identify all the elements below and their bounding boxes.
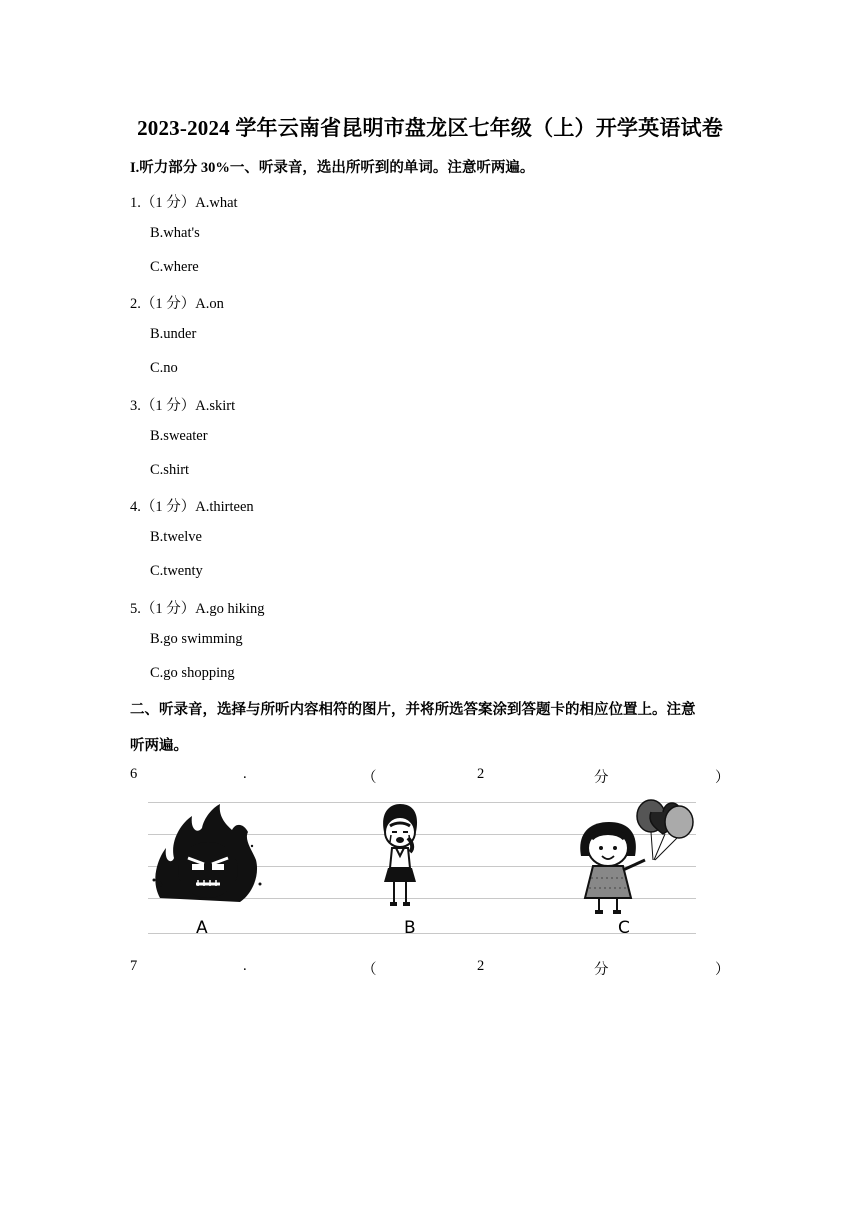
exam-title: 2023-2024 学年云南省昆明市盘龙区七年级（上）开学英语试卷 xyxy=(137,116,723,140)
section-2-header-line-1: 二、听录音，选择与所听内容相符的图片，并将所选答案涂到答题卡的相应位置上。注意 xyxy=(130,702,696,718)
question-4-option-b: B.twelve xyxy=(150,529,202,545)
question-5-stem: 5.（1 分）A.go hiking xyxy=(130,601,265,617)
question-2-stem: 2.（1 分）A.on xyxy=(130,296,224,312)
question-6-unit: 分 xyxy=(594,770,609,786)
question-4-stem: 4.（1 分）A.thirteen xyxy=(130,499,254,515)
question-6-close-paren: ） xyxy=(715,770,730,786)
question-3-stem: 3.（1 分）A.skirt xyxy=(130,398,236,414)
ruled-line xyxy=(148,933,696,934)
question-6-open-paren: （ xyxy=(362,770,377,786)
question-6-picture-options xyxy=(148,800,698,940)
question-1-stem: 1.（1 分）A.what xyxy=(130,195,238,211)
question-7-score: 2 xyxy=(477,958,485,974)
question-1-option-b: B.what's xyxy=(150,225,200,241)
question-6-score: 2 xyxy=(477,766,485,782)
question-6-number: 6 xyxy=(130,766,138,782)
question-4-option-c: C.twenty xyxy=(150,563,203,579)
section-2-header-line-2: 听两遍。 xyxy=(130,738,188,754)
question-6-dot: . xyxy=(243,766,247,782)
question-5-option-c: C.go shopping xyxy=(150,665,235,681)
question-7-number: 7 xyxy=(130,958,138,974)
question-5-option-b: B.go swimming xyxy=(150,631,243,647)
angry-flame-face-picture xyxy=(148,800,268,916)
question-1-option-c: C.where xyxy=(150,259,199,275)
question-3-option-c: C.shirt xyxy=(150,462,190,478)
picture-label-b: B xyxy=(404,918,416,938)
girl-with-balloons-picture xyxy=(573,798,697,916)
question-7-close-paren: ） xyxy=(715,962,730,978)
question-7-open-paren: （ xyxy=(362,962,377,978)
section-1-header: I.听力部分 30%一、听录音，选出所听到的单词。注意听两遍。 xyxy=(130,160,535,176)
question-3-option-b: B.sweater xyxy=(150,428,208,444)
question-2-option-c: C.no xyxy=(150,360,178,376)
picture-label-c: C xyxy=(618,918,630,938)
question-7-dot: . xyxy=(243,958,247,974)
question-2-option-b: B.under xyxy=(150,326,197,342)
picture-label-a: A xyxy=(196,918,208,938)
crying-girl-picture xyxy=(370,802,430,914)
question-7-unit: 分 xyxy=(594,962,609,978)
